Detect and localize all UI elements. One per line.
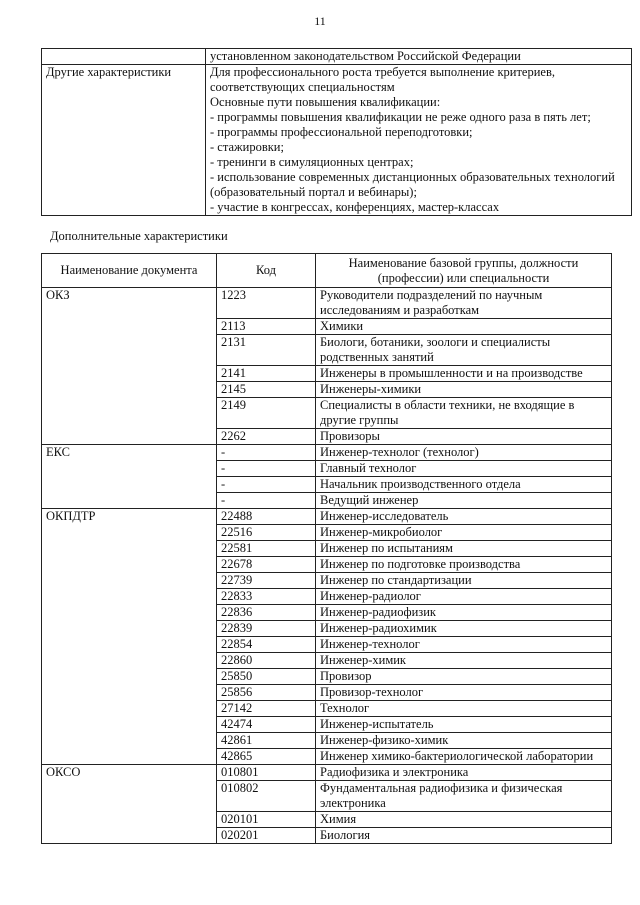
header-code: Код	[217, 254, 316, 288]
name-cell: Инженер по стандартизации	[316, 573, 612, 589]
code-cell: 22581	[217, 541, 316, 557]
code-cell: 22678	[217, 557, 316, 573]
code-cell: 25856	[217, 685, 316, 701]
code-cell: 010801	[217, 765, 316, 781]
name-cell: Инженер-исследователь	[316, 509, 612, 525]
code-cell: 020101	[217, 812, 316, 828]
name-cell: Начальник производственного отдела	[316, 477, 612, 493]
table-cell: установленном законодательством Российской Федерации	[206, 49, 632, 65]
name-cell: Инженер-химик	[316, 653, 612, 669]
document-cell: ЕКС	[42, 445, 217, 509]
table-row	[42, 49, 632, 65]
name-cell: Провизоры	[316, 429, 612, 445]
name-cell: Химики	[316, 319, 612, 335]
code-cell: 22488	[217, 509, 316, 525]
name-cell: Биологи, ботаники, зоологи и специалисты родственных занятий	[316, 335, 612, 366]
code-cell: -	[217, 493, 316, 509]
code-cell: -	[217, 477, 316, 493]
code-cell: 42861	[217, 733, 316, 749]
table-row	[42, 765, 612, 781]
document-cell: ОКПДТР	[42, 509, 217, 765]
code-cell: 010802	[217, 781, 316, 812]
text-line: - стажировки;	[210, 140, 284, 154]
text-line: - программы повышения квалификации не реже одного раза в пять лет;	[210, 110, 591, 124]
name-cell: Технолог	[316, 701, 612, 717]
code-cell: 22860	[217, 653, 316, 669]
classification-table	[41, 253, 612, 844]
name-cell: Биология	[316, 828, 612, 844]
code-cell: 22854	[217, 637, 316, 653]
header-document: Наименование документа	[42, 254, 217, 288]
name-cell: Радиофизика и электроника	[316, 765, 612, 781]
code-cell: 2141	[217, 366, 316, 382]
name-cell: Инженеры-химики	[316, 382, 612, 398]
name-cell: Инженеры в промышленности и на производстве	[316, 366, 612, 382]
header-name: Наименование базовой группы, должности (профессии) или специальности	[316, 254, 612, 288]
characteristics-table	[41, 48, 632, 216]
table-cell	[42, 49, 206, 65]
text-line: - использование современных дистанционных образовательных технологий (образовательный портал и вебинары);	[210, 170, 615, 199]
text-line: Основные пути повышения квалификации:	[210, 95, 441, 109]
name-cell: Специалисты в области техники, не входящие в другие группы	[316, 398, 612, 429]
code-cell: 020201	[217, 828, 316, 844]
name-cell: Провизор-технолог	[316, 685, 612, 701]
text-line: - участие в конгрессах, конференциях, мастер-классах	[210, 200, 500, 214]
row-content	[206, 65, 632, 216]
name-cell: Руководители подразделений по научным исследованиям и разработкам	[316, 288, 612, 319]
table-body	[42, 288, 612, 844]
code-cell: 22833	[217, 589, 316, 605]
table-row	[42, 445, 612, 461]
name-cell: Инженер-радиохимик	[316, 621, 612, 637]
name-cell: Инженер по испытаниям	[316, 541, 612, 557]
code-cell: -	[217, 445, 316, 461]
row-label: Другие характеристики	[42, 65, 206, 216]
name-cell: Инженер-радиофизик	[316, 605, 612, 621]
name-cell: Провизор	[316, 669, 612, 685]
section-title: Дополнительные характеристики	[50, 229, 228, 243]
name-cell: Инженер химико-бактериологической лаборатории	[316, 749, 612, 765]
name-cell: Инженер-радиолог	[316, 589, 612, 605]
code-cell: -	[217, 461, 316, 477]
name-cell: Инженер-микробиолог	[316, 525, 612, 541]
code-cell: 22836	[217, 605, 316, 621]
text-line: - программы профессиональной переподготовки;	[210, 125, 473, 139]
code-cell: 1223	[217, 288, 316, 319]
code-cell: 42474	[217, 717, 316, 733]
name-cell: Фундаментальная радиофизика и физическая электроника	[316, 781, 612, 812]
name-cell: Инженер-испытатель	[316, 717, 612, 733]
code-cell: 22839	[217, 621, 316, 637]
table-row	[42, 288, 612, 319]
code-cell: 2131	[217, 335, 316, 366]
code-cell: 25850	[217, 669, 316, 685]
text-line: Для профессионального роста требуется выполнение критериев, соответствующих специальностям	[210, 65, 555, 94]
text-line: - тренинги в симуляционных центрах;	[210, 155, 414, 169]
code-cell: 42865	[217, 749, 316, 765]
name-cell: Ведущий инженер	[316, 493, 612, 509]
code-cell: 2262	[217, 429, 316, 445]
page-number: 11	[314, 14, 326, 28]
document-cell: ОКЗ	[42, 288, 217, 445]
code-cell: 2113	[217, 319, 316, 335]
name-cell: Главный технолог	[316, 461, 612, 477]
document-cell: ОКСО	[42, 765, 217, 844]
name-cell: Инженер-технолог	[316, 637, 612, 653]
table-row	[42, 509, 612, 525]
name-cell: Инженер-технолог (технолог)	[316, 445, 612, 461]
name-cell: Химия	[316, 812, 612, 828]
table-row	[42, 65, 632, 216]
name-cell: Инженер по подготовке производства	[316, 557, 612, 573]
name-cell: Инженер-физико-химик	[316, 733, 612, 749]
code-cell: 2145	[217, 382, 316, 398]
code-cell: 22516	[217, 525, 316, 541]
code-cell: 27142	[217, 701, 316, 717]
table-header-row	[42, 254, 612, 288]
code-cell: 22739	[217, 573, 316, 589]
code-cell: 2149	[217, 398, 316, 429]
